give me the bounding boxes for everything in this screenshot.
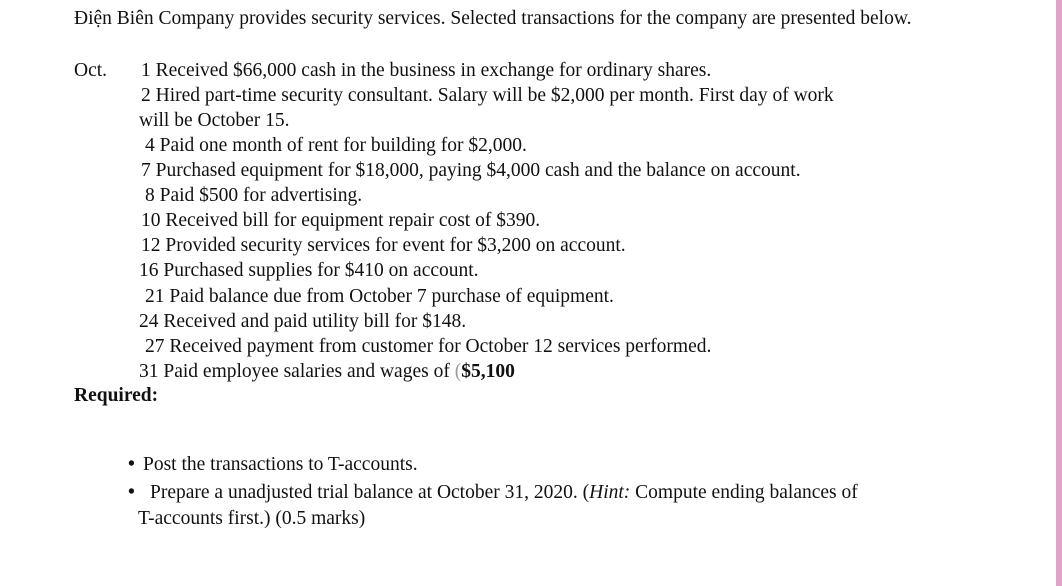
transaction-oct-24: 24 Received and paid utility bill for $148. <box>139 311 467 332</box>
required-heading: Required: <box>74 385 159 406</box>
transaction-oct-27: 27 Received payment from customer for October 12 services performed. <box>145 336 712 357</box>
requirement-text-2-continued: T-accounts first.) (0.5 marks) <box>138 508 366 529</box>
transaction-oct-31-text: 31 Paid employee salaries and wages of <box>139 361 455 382</box>
transaction-oct-7: 7 Purchased equipment for $18,000, paying $4,000 cash and the balance on account. <box>141 160 801 181</box>
transaction-oct-31-amount: $5,100 <box>461 361 515 382</box>
right-edge-bar <box>1056 0 1062 586</box>
requirement-text-2 <box>150 480 970 506</box>
transaction-oct-31-paren: ( <box>454 361 462 382</box>
transaction-oct-8: 8 Paid $500 for advertising. <box>145 185 363 206</box>
transaction-oct-31 <box>139 359 515 384</box>
requirement-text-2-start: Prepare a unadjusted trial balance at October 31, 2020. ( <box>150 482 590 503</box>
hint-label: Hint: <box>589 482 631 503</box>
bullet-icon: • <box>128 454 135 475</box>
requirement-text-2-end: Compute ending balances of <box>630 482 858 503</box>
transaction-oct-2-continued: will be October 15. <box>139 110 290 131</box>
transaction-oct-16: 16 Purchased supplies for $410 on account. <box>139 260 479 281</box>
transaction-oct-10: 10 Received bill for equipment repair cost of $390. <box>141 210 541 231</box>
transaction-oct-1: 1 Received $66,000 cash in the business in exchange for ordinary shares. <box>141 60 712 81</box>
intro-paragraph: Điện Biên Company provides security services. Selected transactions for the company are presented below. <box>74 8 912 29</box>
transaction-oct-21: 21 Paid balance due from October 7 purchase of equipment. <box>145 286 614 307</box>
bullet-icon: • <box>128 482 135 503</box>
requirement-text-1: Post the transactions to T-accounts. <box>143 454 418 475</box>
transaction-oct-12: 12 Provided security services for event for $3,200 on account. <box>141 235 626 256</box>
transaction-oct-2: 2 Hired part-time security consultant. Salary will be $2,000 per month. First day of work <box>141 85 834 106</box>
month-label: Oct. <box>74 60 108 81</box>
transaction-oct-4: 4 Paid one month of rent for building for $2,000. <box>145 135 527 156</box>
